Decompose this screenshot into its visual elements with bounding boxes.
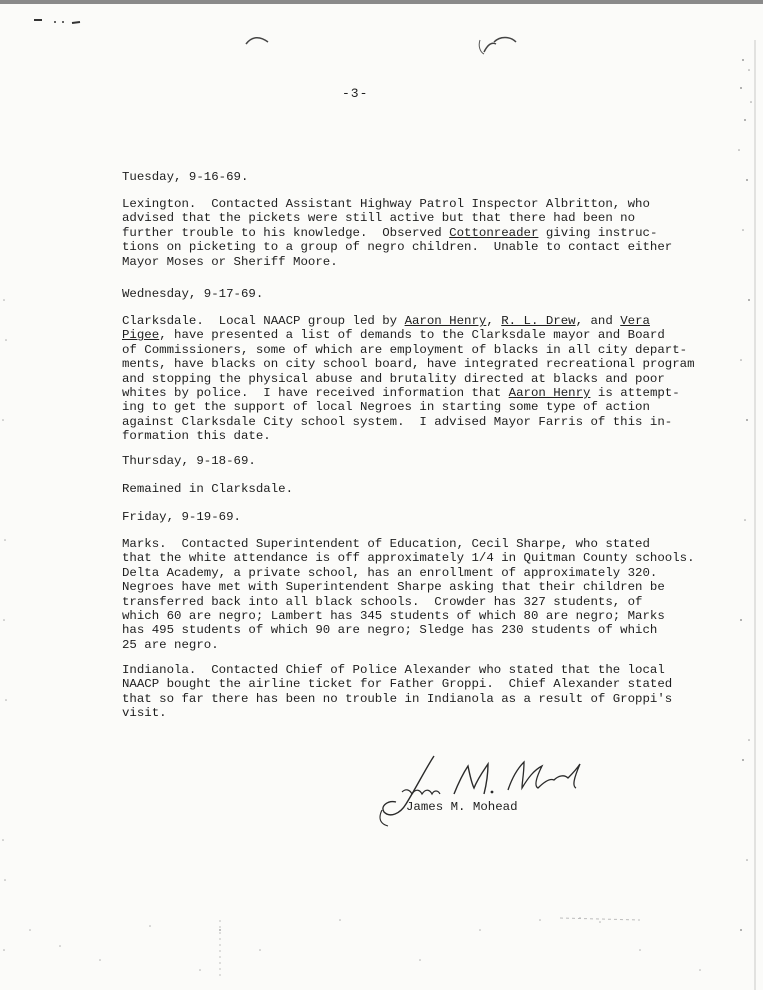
paragraph-marks: Marks. Contacted Superintendent of Education, Cecil Sharpe, who stated that the white attendance is off approximately 1/4 in Quitman County schools. Delta Academy, a private school, has an enrollment of approximately 320. Negroes have met with Superintendent Sharpe asking that their children be transferred back into all black schools. Crowder has 327 students, of which 60 are negro; Lambert has 345 students of which 80 are negro; Marks has 495 students of which 90 are negro; Sledge has 230 students of which 25 are negro. [122, 537, 695, 652]
name-cottonreader: Cottonreader [449, 225, 539, 240]
entry-date-friday: Friday, 9-19-69. [122, 510, 241, 524]
handwritten-signature [376, 748, 586, 828]
paragraph-lexington: Lexington. Contacted Assistant Highway Patrol Inspector Albritton, who advised that the pickets were still active but that there had been no further trouble to his knowledge. Observed Cottonreader giving instruc- tions on picketing to a group of negro children. Unable to contact either Mayor Moses or Sheriff Moore. [122, 197, 673, 269]
entry-date-thursday: Thursday, 9-18-69. [122, 454, 256, 468]
scan-marks-top [0, 0, 763, 70]
entry-date-wednesday: Wednesday, 9-17-69. [122, 287, 264, 301]
paragraph-indianola: Indianola. Contacted Chief of Police Alexander who stated that the local NAACP bought the airline ticket for Father Groppi. Chief Alexander stated that so far there has been no trouble in Indianola as a result of Groppi's visit. [122, 663, 673, 721]
entry-date-tuesday: Tuesday, 9-16-69. [122, 170, 249, 184]
paragraph-clarksdale: Clarksdale. Local NAACP group led by Aaron Henry, R. L. Drew, and Vera Pigee, have presented a list of demands to the Clarksdale mayor and Board of Commissioners, some of which are employment of blacks in all city depart- ments, have blacks on city school board, have integrated recreational program and stopping the physical abuse and brutality directed at blacks and poor whites by police. I have received information that Aaron Henry is attempt- ing to get the support of local Negroes in starting some type of action against Clarksdale City school system. I advised Mayor Farris of this in- formation this date. [122, 314, 695, 444]
page-number: -3- [342, 86, 369, 101]
scan-border-left [0, 0, 14, 990]
scan-border-right [735, 0, 763, 990]
paragraph-thursday: Remained in Clarksdale. [122, 482, 294, 496]
typed-signature-name: James M. Mohead [406, 800, 518, 814]
scan-noise-bottom [0, 900, 763, 990]
